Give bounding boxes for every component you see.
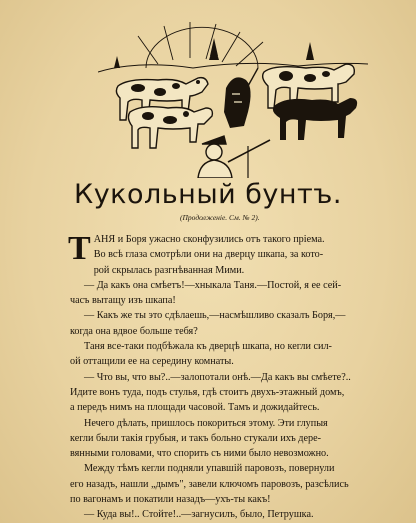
- text-line: Во всѣ глаза смотрѣли они на дверцу шкапа, за кото-: [93, 249, 324, 261]
- text-line: — Куда вы!.. Стойте!..—загнусилъ, было, Петрушка.: [84, 509, 314, 521]
- text-line: Идите вонъ туда, подъ стулья, гдѣ стоитъ двухъ-этажный домъ,: [70, 386, 345, 398]
- article-body: [70, 232, 360, 523]
- text-line: его назадъ, нашли „дымъ", завели ключомъ паровозъ, разсѣлись: [70, 478, 349, 490]
- text-line: кегли были такія грубыя, и такъ больно стукали ихъ дере-: [70, 432, 322, 444]
- cows-and-doll-illustration: [98, 16, 368, 178]
- text-line: рой скрылась разгнѣванная Мими.: [93, 264, 245, 276]
- drop-cap: Т: [68, 230, 91, 267]
- text-line: вянными головами, что спорить съ ними было невозможно.: [70, 448, 329, 460]
- text-line: Таня все-таки подбѣжала къ дверцѣ шкапа, но кегли сил-: [84, 341, 332, 353]
- text-line: а передъ нимъ на площади часовой. Тамъ и дожидайтесь.: [70, 402, 320, 414]
- article-subtitle: (Продолженіе. См. № 2).: [180, 213, 260, 222]
- text-line: АНЯ и Боря ужасно сконфузились отъ такого пріема.: [93, 234, 325, 245]
- text-line: когда она вдвое больше тебя?: [70, 325, 198, 337]
- text-line: часъ вытащу изъ шкапа!: [70, 295, 176, 307]
- text-line: — Какъ же ты это сдѣлаешь,—насмѣшливо сказалъ Боря,—: [84, 310, 346, 322]
- text-line: ой оттащили ее на середину комнаты.: [70, 356, 234, 368]
- text-line: — Что вы, что вы?..—залопотали онѣ.—Да какъ вы смѣете?..: [84, 371, 351, 383]
- article-title: Кукольный бунтъ.: [74, 179, 342, 210]
- text-line: Между тѣмъ кегли подняли упавшій паровозъ, повернули: [84, 463, 335, 475]
- text-line: по вагонамъ и покатили назадъ—ухъ-ты какъ!: [70, 494, 271, 506]
- text-line: Нечего дѣлать, пришлось покориться этому. Эти глупыя: [84, 417, 328, 429]
- text-line: — Да какъ она смѣетъ!—хныкала Таня.—Постой, я ее сей-: [84, 279, 342, 291]
